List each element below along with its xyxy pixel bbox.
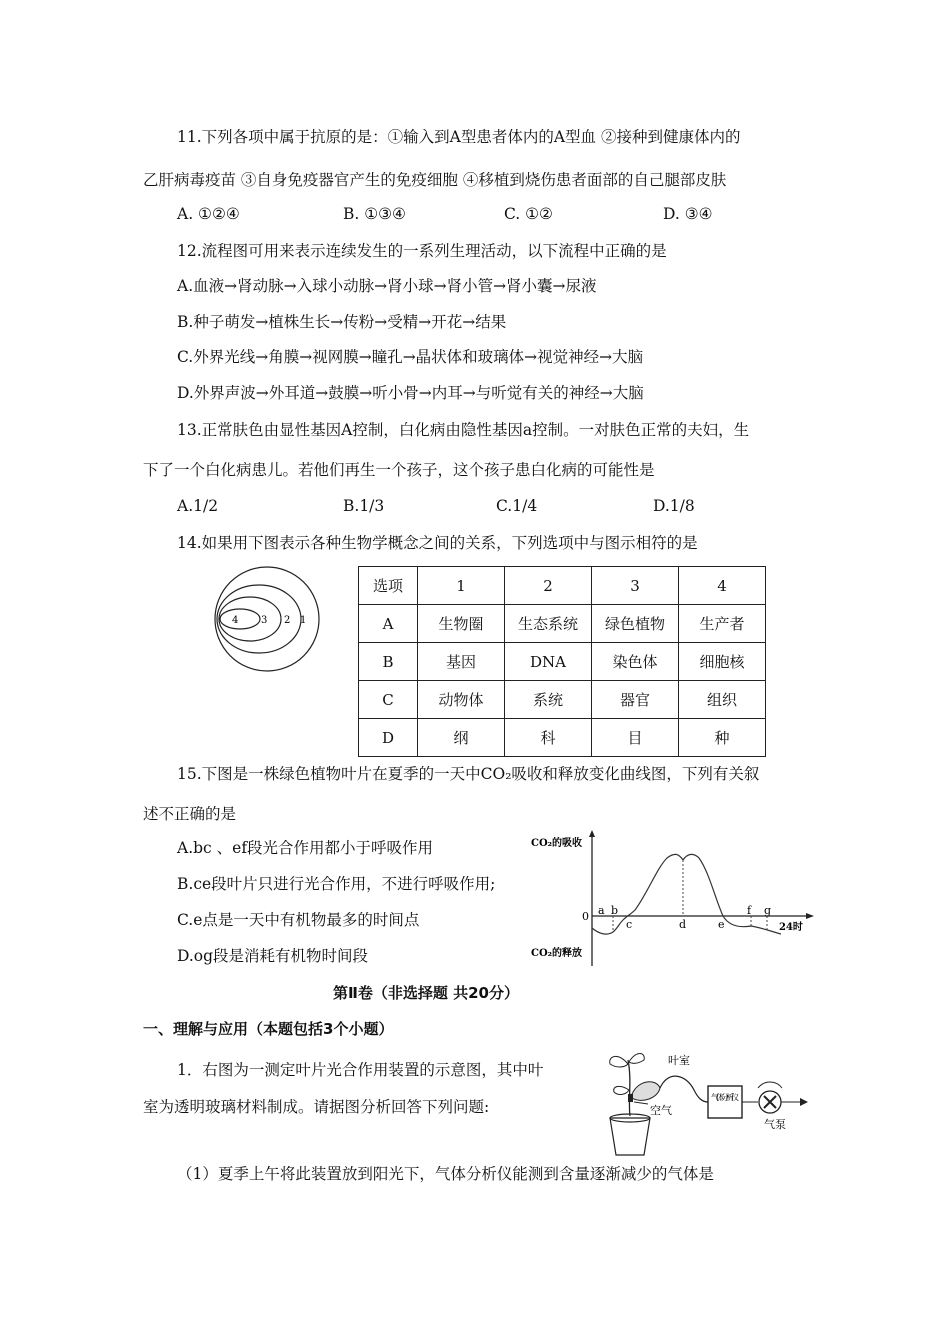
table-header-row <box>359 567 766 605</box>
table-cell: 生态系统 <box>505 605 592 643</box>
q12-option-b: B.种子萌发→植株生长→传粉→受精→开花→结果 <box>177 313 507 331</box>
q11-option-c: C. ①② <box>504 205 553 223</box>
q13-option-c: C.1/4 <box>496 497 538 515</box>
table-cell: 细胞核 <box>679 643 766 681</box>
q15-line2: 述不正确的是 <box>143 805 237 823</box>
nested-circles-diagram <box>212 564 322 674</box>
point-d: d <box>679 918 687 931</box>
point-a: a <box>598 904 605 917</box>
origin-label: 0 <box>582 910 589 923</box>
q13-line2: 下了一个白化病患儿。若他们再生一个孩子，这个孩子患白化病的可能性是 <box>143 461 655 479</box>
gas-analyzer-box <box>708 1086 742 1118</box>
q15-option-a: A.bc 、ef段光合作用都小于呼吸作用 <box>177 839 434 857</box>
q15-option-c: C.e点是一天中有机物最多的时间点 <box>177 911 420 929</box>
table-row <box>359 643 766 681</box>
table-row <box>359 719 766 757</box>
table-cell: 4 <box>679 567 766 605</box>
table-cell: 选项 <box>359 567 418 605</box>
table-cell: 科 <box>505 719 592 757</box>
circle-label-1: 1 <box>300 615 307 626</box>
table-cell: 纲 <box>418 719 505 757</box>
co2-curve-graph <box>527 828 817 968</box>
table-row <box>359 605 766 643</box>
part2-q1-line1: 1．右图为一测定叶片光合作用装置的示意图，其中叶 <box>177 1061 544 1079</box>
photosynthesis-apparatus-diagram <box>598 1040 828 1160</box>
leaf-chamber-label: 叶室 <box>668 1054 690 1067</box>
co2-curve <box>592 854 781 934</box>
q11-option-b: B. ①③④ <box>343 205 406 223</box>
y-axis-bottom-label: CO₂的释放 <box>531 948 583 959</box>
point-c: c <box>626 918 633 931</box>
table-cell: 种 <box>679 719 766 757</box>
part2-q1-sub1: （1）夏季上午将此装置放到阳光下，气体分析仪能测到含量逐渐减少的气体是 <box>177 1165 714 1183</box>
q13-option-a: A.1/2 <box>177 497 219 515</box>
point-b: b <box>611 904 619 917</box>
circle-label-3: 3 <box>261 615 268 626</box>
table-cell: 1 <box>418 567 505 605</box>
table-cell: 目 <box>592 719 679 757</box>
q11-line2: 乙肝病毒疫苗 ③自身免疫器官产生的免疫细胞 ④移植到烧伤患者面部的自己腿部皮肤 <box>143 171 727 189</box>
table-row <box>359 681 766 719</box>
part2-q1-line2: 室为透明玻璃材料制成。请据图分析回答下列问题: <box>143 1098 490 1116</box>
q11-line1: 11.下列各项中属于抗原的是：①输入到A型患者体内的A型血 ②接种到健康体内的 <box>177 128 741 146</box>
q11-option-a: A. ①②④ <box>177 205 240 223</box>
part2-title: 第Ⅱ卷（非选择题 共20分） <box>333 984 519 1002</box>
table-cell: A <box>359 605 418 643</box>
q13-option-d: D.1/8 <box>653 497 695 515</box>
table-cell: 生产者 <box>679 605 766 643</box>
q13-option-b: B.1/3 <box>343 497 385 515</box>
q12-option-a: A.血液→肾动脉→入球小动脉→肾小球→肾小管→肾小囊→尿液 <box>177 277 597 295</box>
circle-label-2: 2 <box>284 615 291 626</box>
table-cell: 2 <box>505 567 592 605</box>
circle-label-4: 4 <box>232 615 239 626</box>
table-cell: B <box>359 643 418 681</box>
q15-option-d: D.og段是消耗有机物时间段 <box>177 947 369 965</box>
table-cell: D <box>359 719 418 757</box>
table-cell: 绿色植物 <box>592 605 679 643</box>
air-label: 空气 <box>650 1104 672 1117</box>
y-axis-top-label: CO₂的吸收 <box>531 838 583 849</box>
table-cell: 3 <box>592 567 679 605</box>
point-g: g <box>764 904 772 917</box>
q12-option-d: D.外界声波→外耳道→鼓膜→听小骨→内耳→与听觉有关的神经→大脑 <box>177 384 644 402</box>
table-cell: 生物圈 <box>418 605 505 643</box>
table-cell: 基因 <box>418 643 505 681</box>
q14-stem: 14.如果用下图表示各种生物学概念之间的关系，下列选项中与图示相符的是 <box>177 534 698 552</box>
point-f: f <box>747 904 752 917</box>
analyzer-label: 气体分析仪 <box>711 1093 739 1102</box>
q15-option-b: B.ce段叶片只进行光合作用，不进行呼吸作用; <box>177 875 496 893</box>
table-cell: 器官 <box>592 681 679 719</box>
table-cell: 系统 <box>505 681 592 719</box>
pump-label: 气泵 <box>764 1118 786 1131</box>
table-cell: 组织 <box>679 681 766 719</box>
q12-stem: 12.流程图可用来表示连续发生的一系列生理活动，以下流程中正确的是 <box>177 242 667 260</box>
section-heading: 一、理解与应用（本题包括3个小题） <box>143 1020 394 1038</box>
x-axis-end-label: 24时 <box>779 922 803 933</box>
table-cell: 动物体 <box>418 681 505 719</box>
table-cell: 染色体 <box>592 643 679 681</box>
q11-option-d: D. ③④ <box>663 205 713 223</box>
table-cell: C <box>359 681 418 719</box>
q13-line1: 13.正常肤色由显性基因A控制，白化病由隐性基因a控制。一对肤色正常的夫妇，生 <box>177 421 750 439</box>
table-cell: DNA <box>505 643 592 681</box>
point-e: e <box>718 918 725 931</box>
leaf-clip <box>628 1094 633 1102</box>
q15-line1: 15.下图是一株绿色植物叶片在夏季的一天中CO₂吸收和释放变化曲线图，下列有关叙 <box>177 765 760 783</box>
q14-options-table <box>358 566 766 757</box>
q12-option-c: C.外界光线→角膜→视网膜→瞳孔→晶状体和玻璃体→视觉神经→大脑 <box>177 348 644 366</box>
